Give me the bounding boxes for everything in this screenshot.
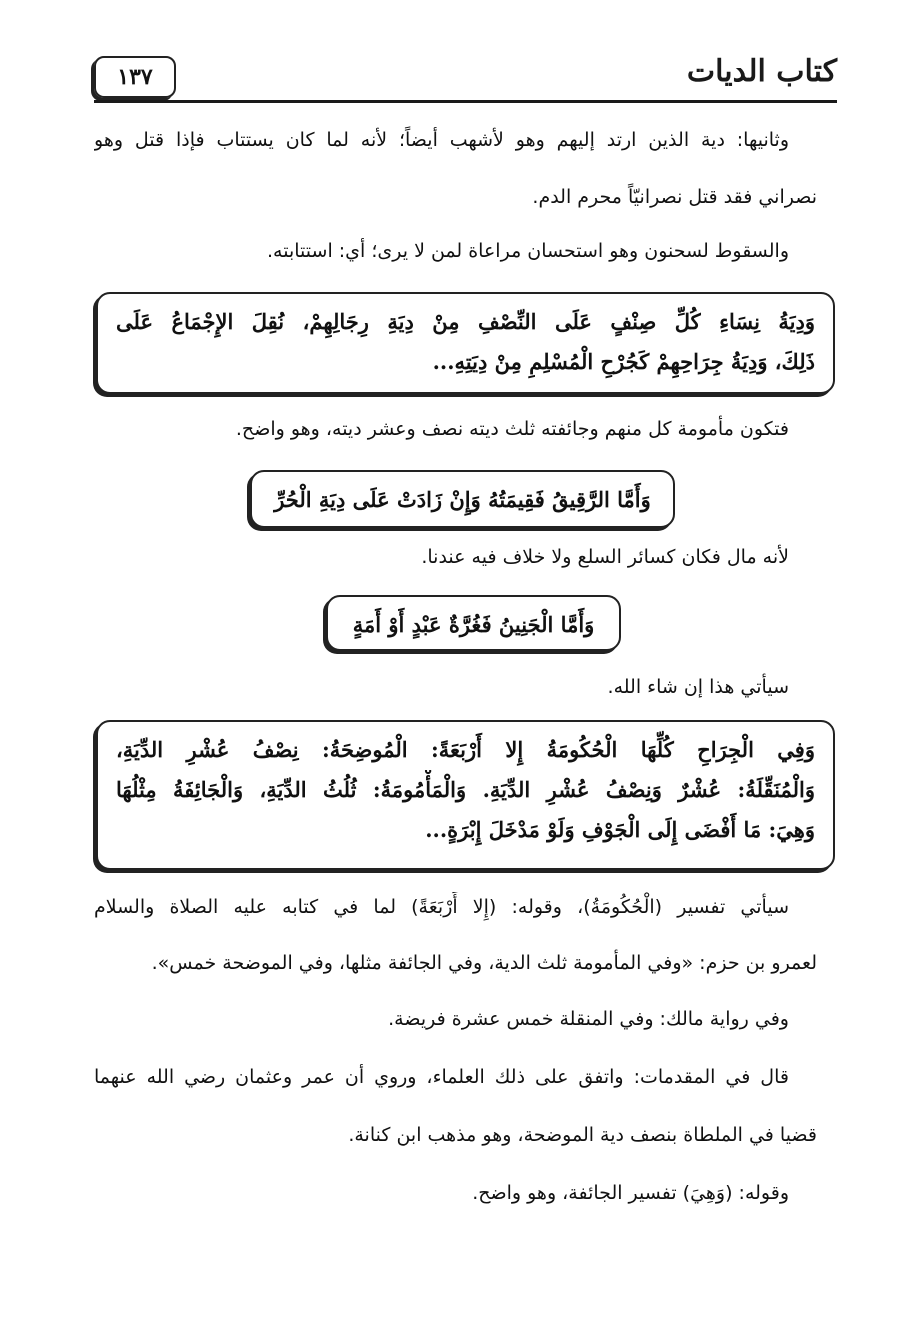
paragraph-5: سيأتي هذا إن شاء الله. [607, 676, 789, 698]
paragraph-6-line-1: سيأتي تفسير (الْحُكُومَةُ)، وقوله: (إِلا أَرْبَعَةً) لما في كتابه عليه الصلاة والسلام [94, 896, 789, 918]
book-title: كتاب الديات [686, 54, 837, 89]
matn-box-2-text: وَأَمَّا الرَّقِيقُ فَقِيمَتُهُ وَإِنْ زَادَتْ عَلَى دِيَةِ الْحُرِّ [274, 487, 651, 512]
page-number: ١٣٧ [94, 56, 176, 98]
matn-box-1-line-2: ذَلِكَ، وَدِيَةُ جِرَاحِهِمْ كَجُرْحِ الْمُسْلِمِ مِنْ دِيَتِهِ... [432, 349, 815, 374]
matn-box-2 [250, 470, 675, 528]
matn-box-4-line-2: وَالْمُنَقِّلَةُ: عُشْرٌ وَنِصْفُ عُشْرِ الدِّيَةِ. وَالْمَأْمُومَةُ: ثُلُثُ الدِّيَةِ، وَالْجَائِفَةُ مِثْلُهَا [116, 777, 815, 802]
paragraph-2: والسقوط لسحنون وهو استحسان مراعاة لمن لا يرى؛ أي: استتابته. [267, 240, 789, 262]
paragraph-4: لأنه مال فكان كسائر السلع ولا خلاف فيه عندنا. [421, 546, 789, 568]
matn-box-1-line-1: وَدِيَةُ نِسَاءِ كُلِّ صِنْفٍ عَلَى النِّصْفِ مِنْ دِيَةِ رِجَالِهِمْ، نُقِلَ الإِجْمَاعُ عَلَى [116, 309, 815, 334]
page-header [94, 48, 837, 104]
matn-box-4-line-3: وَهِيَ: مَا أَفْضَى إِلَى الْجَوْفِ وَلَوْ مَدْخَلَ إِبْرَةٍ... [425, 817, 815, 842]
matn-box-4 [96, 720, 835, 870]
paragraph-6-line-2: لعمرو بن حزم: «وفي المأمومة ثلث الدية، وفي الجائفة مثلها، وفي الموضحة خمس». [151, 952, 817, 974]
paragraph-8-line-1: قال في المقدمات: واتفق على ذلك العلماء، وروي أن عمر وعثمان رضي الله عنهما [94, 1066, 789, 1088]
paragraph-1-line-2: نصراني فقد قتل نصرانيّاً محرم الدم. [532, 186, 817, 208]
matn-box-3 [326, 595, 621, 651]
matn-box-1 [96, 292, 835, 394]
paragraph-3: فتكون مأمومة كل منهم وجائفته ثلث ديته نصف وعشر ديته، وهو واضح. [235, 418, 789, 440]
paragraph-1-line-1: وثانيها: دية الذين ارتد إليهم وهو لأشهب أيضاً؛ لأنه لما كان يستتاب فإذا قتل وهو [94, 129, 789, 151]
paragraph-9: وقوله: (وَهِيَ) تفسير الجائفة، وهو واضح. [472, 1182, 789, 1204]
header-rule [94, 100, 837, 103]
paragraph-8-line-2: قضيا في الملطاة بنصف دية الموضحة، وهو مذهب ابن كنانة. [348, 1124, 817, 1146]
matn-box-4-line-1: وَفِي الْجِرَاحِ كُلِّهَا الْحُكُومَةُ إِلا أَرْبَعَةً: الْمُوضِحَةُ: نِصْفُ عُشْرِ الدِّيَةِ، [116, 737, 815, 762]
paragraph-7: وفي رواية مالك: وفي المنقلة خمس عشرة فريضة. [388, 1008, 789, 1030]
matn-box-3-text: وَأَمَّا الْجَنِينُ فَغُرَّةٌ عَبْدٍ أَوْ أَمَةٍ [352, 612, 595, 637]
